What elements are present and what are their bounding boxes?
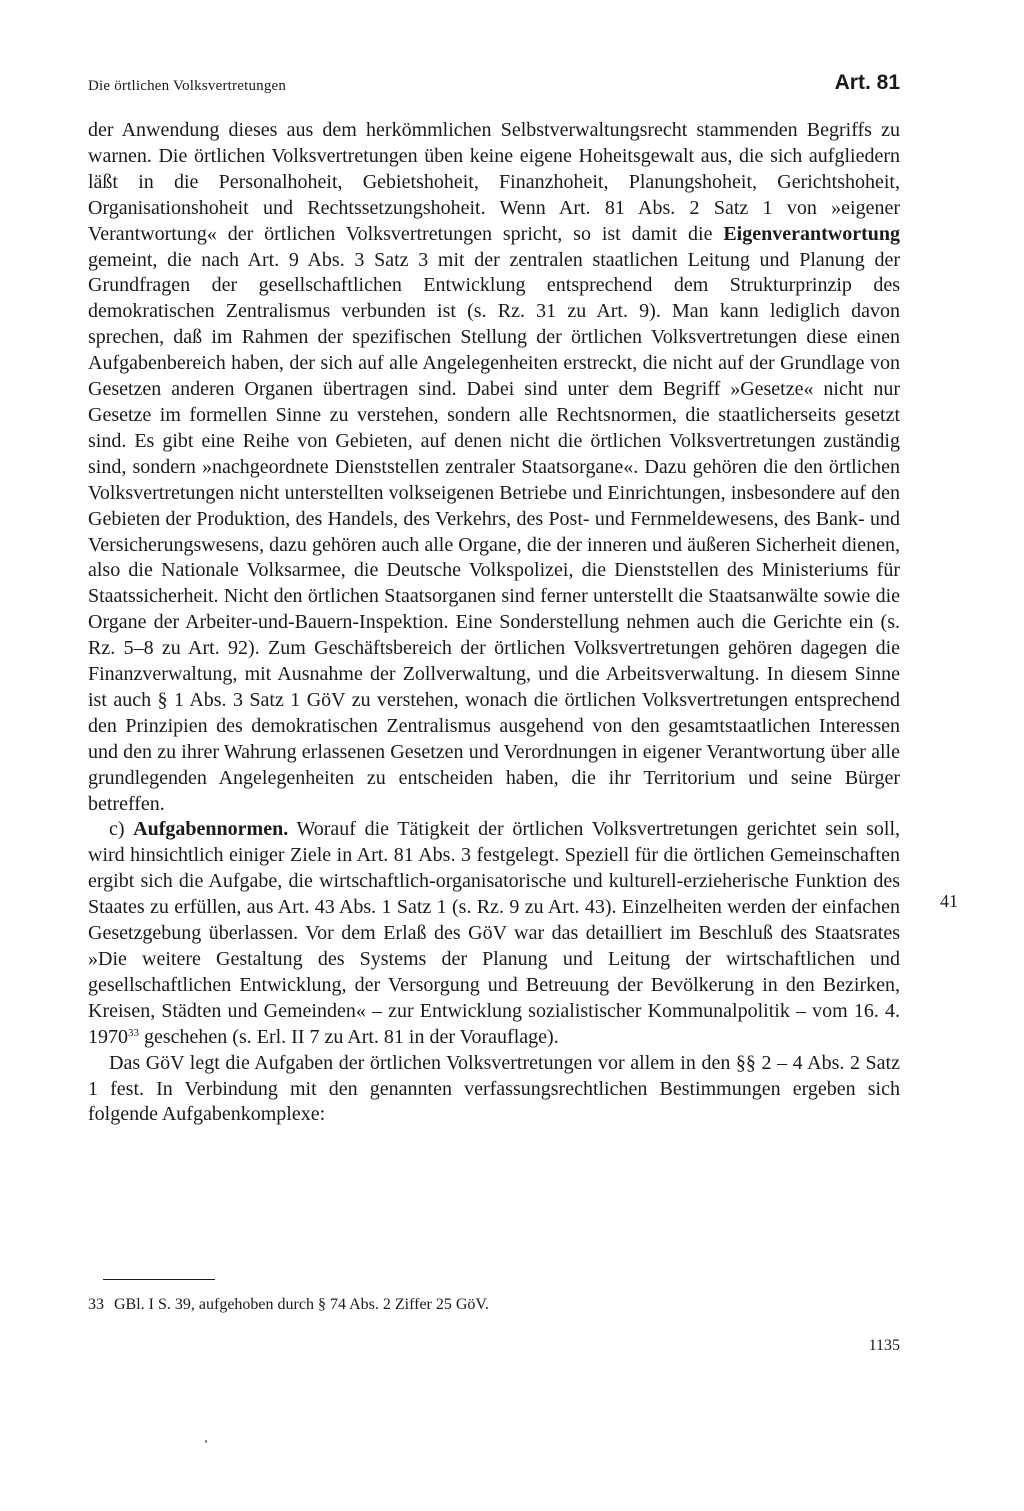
bold-term-aufgabennormen: Aufgabennormen. bbox=[133, 818, 289, 841]
page-number: 1135 bbox=[868, 1337, 900, 1354]
scan-speck bbox=[205, 1440, 207, 1443]
body-text bbox=[88, 118, 900, 1128]
paragraph-2-lead: c) bbox=[109, 818, 134, 841]
footnote-text: GBl. I S. 39, aufgehoben durch § 74 Abs. 2 Ziffer 25 GöV. bbox=[114, 1296, 489, 1313]
footnote-number: 33 bbox=[88, 1296, 104, 1313]
footnote-reference[interactable]: 33 bbox=[128, 1026, 139, 1039]
margin-number: 41 bbox=[940, 891, 958, 911]
bold-term-eigenverantwortung: Eigenverantwortung bbox=[723, 222, 900, 245]
paragraph-1-text-a: der Anwendung dieses aus dem herkömmlichen Selbstverwaltungsrecht stammenden Begriffs zu warnen. Die örtlichen Volksvertretungen üben keine eigene Hoheitsgewalt aus, die sich aufgliedern läßt in die Personalhoheit, Gebietshoheit, Finanzhoheit, Planungshoheit, Gerichtshoheit, Organisationshoheit und Rechtssetzungshoheit. Wenn Art. 81 Abs. 2 Satz 1 von »eigener Verantwortung« der örtlichen Volksvertretungen spricht, so ist damit die bbox=[88, 119, 900, 245]
paragraph-1-text-b: gemeint, die nach Art. 9 Abs. 3 Satz 3 mit der zentralen staatlichen Leitung und Planung der Grundfragen der gesellschaftlichen Entwicklung entsprechend dem Strukturprinzip des demokratischen Zentralismus verbunden ist (s. Rz. 31 zu Art. 9). Man kann lediglich davon sprechen, daß im Rahmen der spezifischen Stellung der örtlichen Volksvertretungen diese einen Aufgabenbereich haben, der sich auf alle Angelegenheiten erstreckt, die nicht auf der Grundlage von Gesetzen anderen Organen übertragen sind. Dabei sind unter dem Begriff »Gesetze« nicht nur Gesetze im formellen Sinne zu verstehen, sondern alle Rechtsnormen, die staatlicherseits gesetzt sind. Es gibt eine Reihe von Gebieten, auf denen nicht die örtlichen Volksvertretungen zuständig sind, sondern »nachgeordnete Dienststellen zentraler Staatsorgane«. Dazu gehören die den örtlichen Volksvertretungen nicht unterstellten volkseigenen Betriebe und Einrichtungen, insbesondere auf den Gebieten der Produktion, des Handels, des Verkehrs, des Post- und Fernmeldewesens, des Bank- und Versicherungswesens, dazu gehören auch alle Organe, die der inneren und äußeren Sicherheit dienen, also die Nationale Volksarmee, die Deutsche Volkspolizei, die Dienststellen des Ministeriums für Staatssicherheit. Nicht den örtlichen Staatsorganen sind ferner unterstellt die Staatsanwälte sowie die Organe der Arbeiter-und-Bauern-Inspektion. Eine Sonderstellung nehmen auch die Gerichte ein (s. Rz. 5–8 zu Art. 92). Zum Geschäftsbereich der örtlichen Volksvertretungen gehören dagegen die Finanzverwaltung, mit Ausnahme der Zollverwaltung, und die Arbeitsverwaltung. In diesem Sinne ist auch § 1 Abs. 3 Satz 1 GöV zu verstehen, wonach die örtlichen Volksvertretungen entsprechend den Prinzipien des demokratischen Zentralismus ausgehend von den gesamtstaatlichen Interessen und den zu ihrer Wahrung erlassenen Gesetzen und Verordnungen in eigener Verantwortung über alle grundlegenden Angelegenheiten zu entscheiden haben, die ihr Territorium und seine Bürger betreffen. bbox=[88, 248, 900, 815]
paragraph-2-text-a: Worauf die Tätigkeit der örtlichen Volksvertretungen gerichtet sein soll, wird hinsichtlich einiger Ziele in Art. 81 Abs. 3 festgelegt. Speziell für die örtlichen Gemeinschaften ergibt sich die Aufgabe, die wirtschaftlich-organisatorische und kulturell-erzieherische Funktion des Staates zu erfüllen, aus Art. 43 Abs. 1 Satz 1 (s. Rz. 9 zu Art. 43). Einzelheiten werden der einfachen Gesetzgebung überlassen. Vor dem Erlaß des GöV war das detailliert im Beschluß des Staatsrates »Die weitere Gestaltung des Systems der Planung und Leitung der wirtschaftlichen und gesellschaftlichen Entwicklung, der Versorgung und Betreuung der Bevölkerung in den Bezirken, Kreisen, Städten und Gemeinden« – zur Entwicklung sozialistischer Kommunalpolitik – vom 16. 4. 1970 bbox=[88, 818, 900, 1048]
article-label: Art. 81 bbox=[834, 71, 900, 94]
footnote-divider bbox=[103, 1279, 215, 1280]
paragraph-3: Das GöV legt die Aufgaben der örtlichen Volksvertretungen vor allem in den §§ 2 – 4 Abs. 2 Satz 1 fest. In Verbindung mit den genannten verfassungsrechtlichen Bestimmungen ergeben sich folgende Aufgabenkomplexe: bbox=[88, 1051, 900, 1126]
running-head: Die örtlichen Volksvertretungen bbox=[88, 78, 287, 94]
paragraph-1 bbox=[88, 118, 900, 817]
paragraph-2-text-b: geschehen (s. Erl. II 7 zu Art. 81 in der Vorauflage). bbox=[139, 1025, 559, 1048]
footnote bbox=[88, 1296, 489, 1314]
paragraph-2 bbox=[88, 817, 900, 1050]
